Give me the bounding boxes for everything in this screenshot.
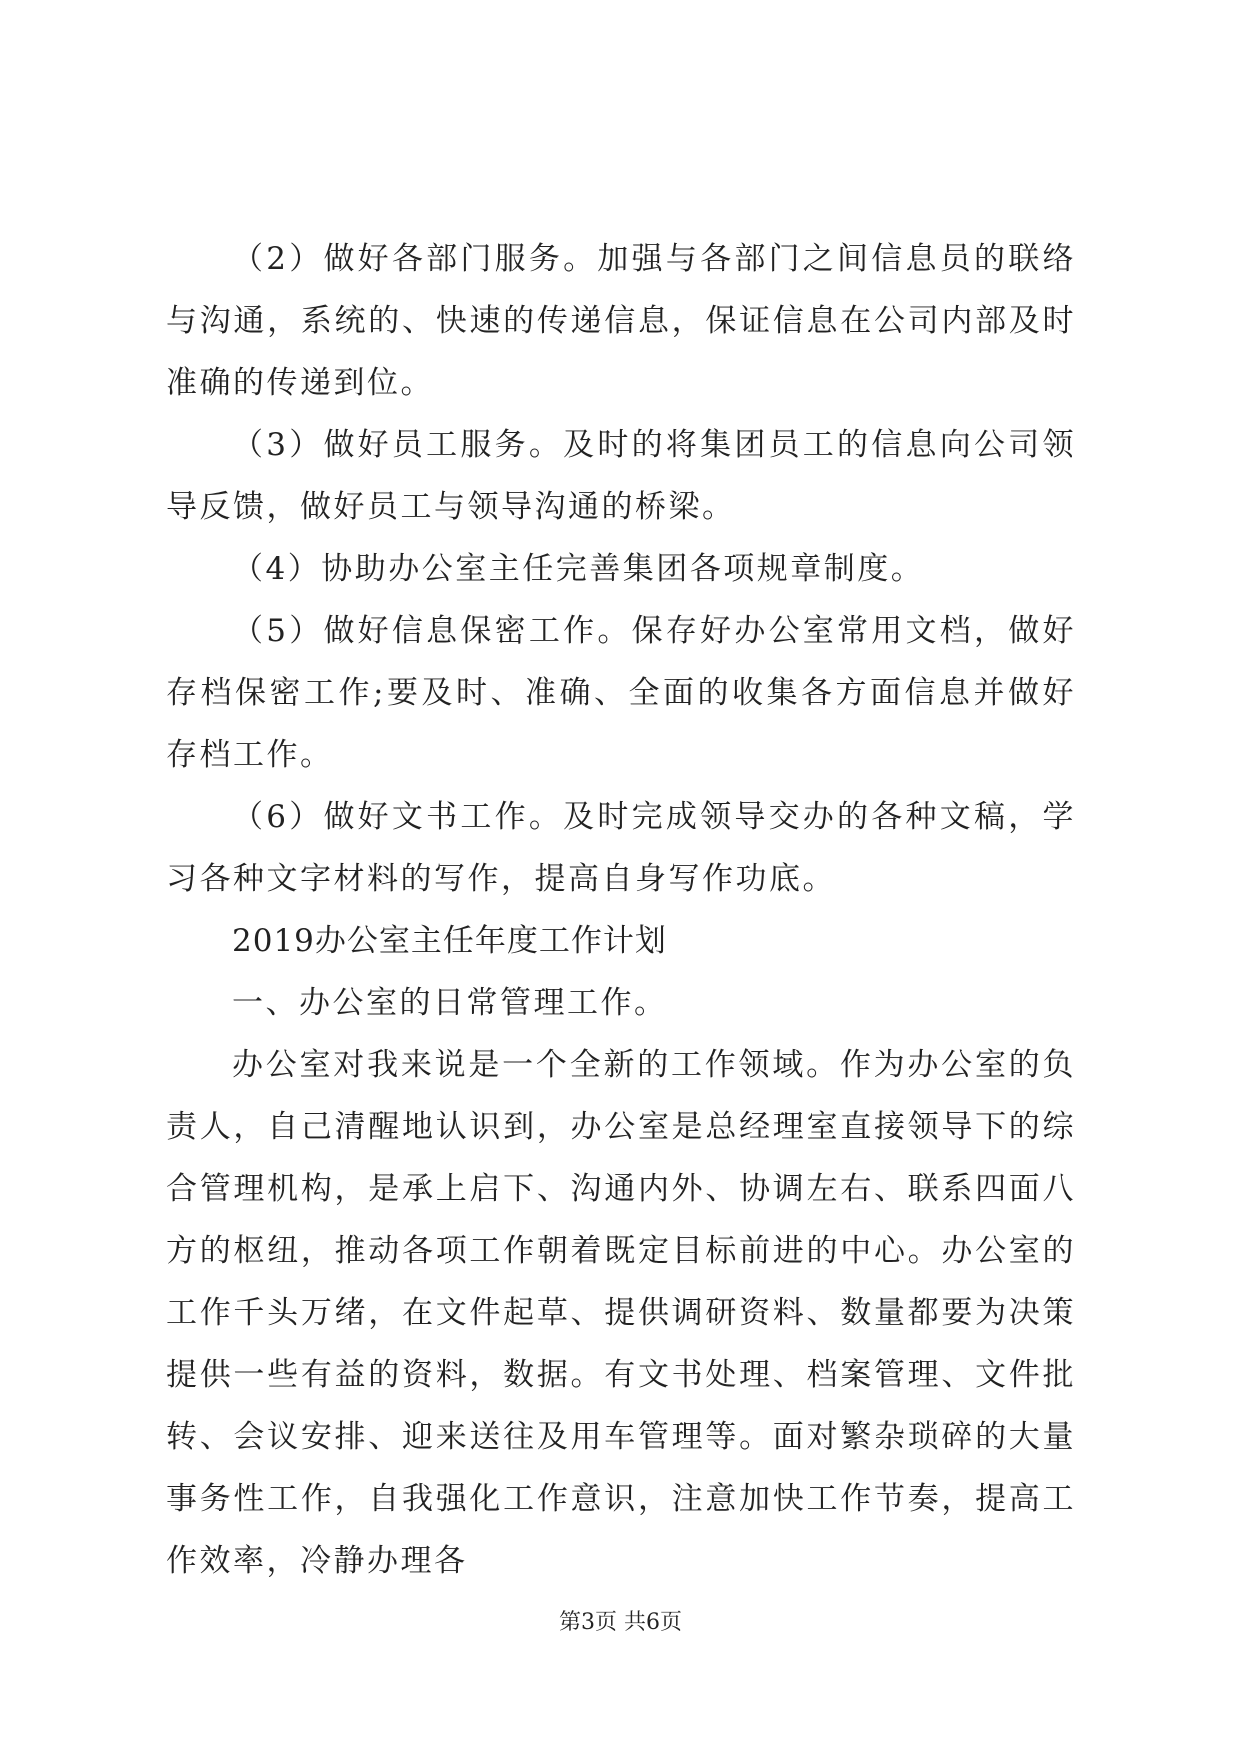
paragraph-item-2: （2）做好各部门服务。加强与各部门之间信息员的联络与沟通，系统的、快速的传递信息，保证信息在公司内部及时准确的传递到位。 [166, 241, 1076, 401]
paragraph-item-4: （4）协助办公室主任完善集团各项规章制度。 [232, 551, 925, 587]
paragraph-item-3: （3）做好员工服务。及时的将集团员工的信息向公司领导反馈，做好员工与领导沟通的桥梁。 [166, 427, 1076, 525]
section-heading-1: 一、办公室的日常管理工作。 [232, 985, 668, 1021]
body-paragraph: 办公室对我来说是一个全新的工作领域。作为办公室的负责人，自己清醒地认识到，办公室是总经理室直接领导下的综合管理机构，是承上启下、沟通内外、协调左右、联系四面八方的枢纽，推动各项工作朝着既定目标前进的中心。办公室的工作千头万绪，在文件起草、提供调研资料、数量都要为决策提供一些有益的资料，数据。有文书处理、档案管理、文件批转、会议安排、迎来送往及用车管理等。面对繁杂琐碎的大量事务性工作，自我强化工作意识，注意加快工作节奏，提高工作效率，冷静办理各 [166, 1047, 1076, 1579]
paragraph-item-5: （5）做好信息保密工作。保存好办公室常用文档，做好存档保密工作;要及时、准确、全面的收集各方面信息并做好存档工作。 [166, 613, 1076, 773]
document-body [166, 228, 1076, 1592]
paragraph-item-6: （6）做好文书工作。及时完成领导交办的各种文稿，学习各种文字材料的写作，提高自身写作功底。 [166, 799, 1076, 897]
page-number-footer: 第3页 共6页 [559, 1610, 682, 1635]
section-title: 2019办公室主任年度工作计划 [232, 923, 667, 959]
